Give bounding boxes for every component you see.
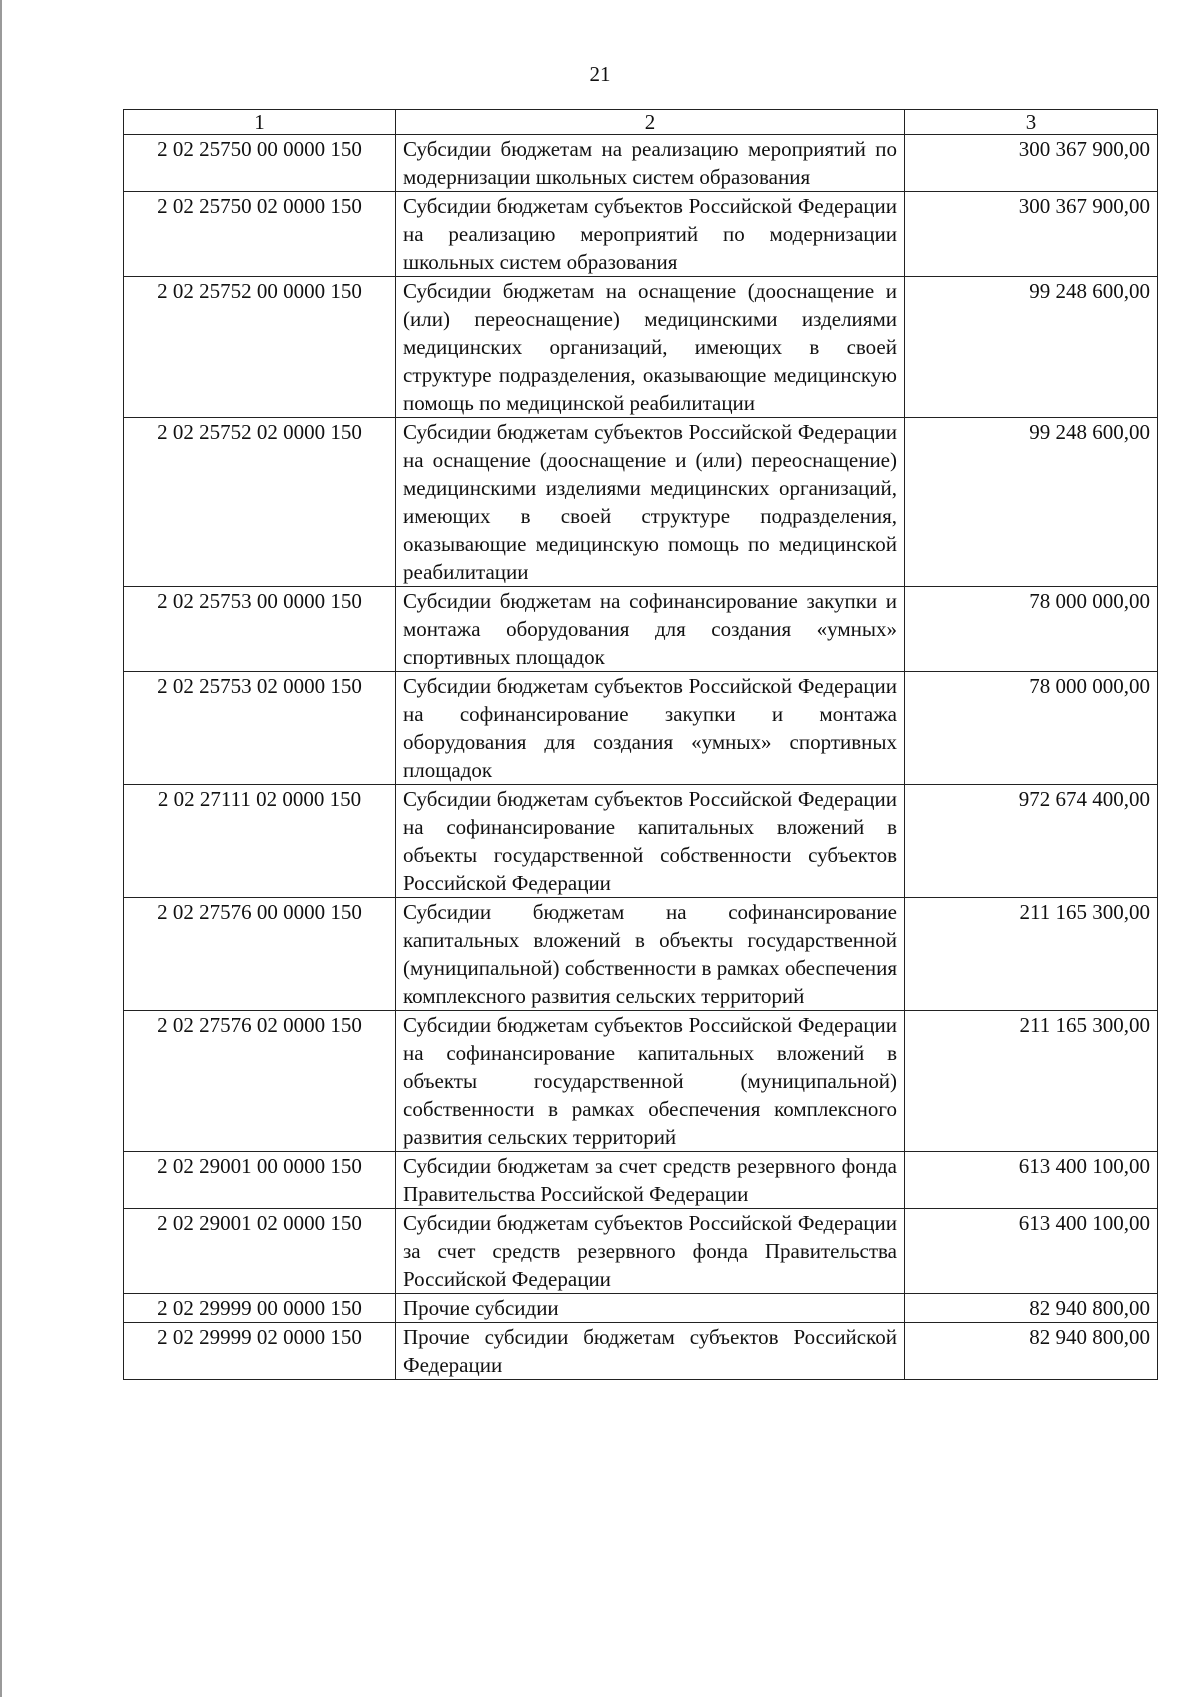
amount-cell: 78 000 000,00 [905,672,1158,785]
amount-cell: 300 367 900,00 [905,192,1158,277]
table-row [124,1011,1158,1152]
table-row [124,1209,1158,1294]
table-row [124,277,1158,418]
code-cell: 2 02 25752 00 0000 150 [124,277,396,418]
description-cell: Субсидии бюджетам за счет средств резервного фонда Правительства Российской Федерации [396,1152,905,1209]
column-header-description: 2 [396,110,905,135]
table-row [124,1323,1158,1380]
description-cell: Субсидии бюджетам на софинансирование закупки и монтажа оборудования для создания «умных» спортивных площадок [396,587,905,672]
code-cell: 2 02 27111 02 0000 150 [124,785,396,898]
code-cell: 2 02 29999 00 0000 150 [124,1294,396,1323]
amount-cell: 211 165 300,00 [905,1011,1158,1152]
table-row [124,192,1158,277]
table-row [124,898,1158,1011]
description-cell: Субсидии бюджетам субъектов Российской Федерации на софинансирование закупки и монтажа оборудования для создания «умных» спортивных площадок [396,672,905,785]
code-cell: 2 02 25753 00 0000 150 [124,587,396,672]
code-cell: 2 02 29001 02 0000 150 [124,1209,396,1294]
description-cell: Субсидии бюджетам на оснащение (дооснащение и (или) переоснащение) медицинскими изделиями медицинских организаций, имеющих в своей структуре подразделения, оказывающие медицинскую помощь по медицинской реабилитации [396,277,905,418]
table-body [124,135,1158,1380]
table-row [124,1152,1158,1209]
code-cell: 2 02 25750 00 0000 150 [124,135,396,192]
code-cell: 2 02 25750 02 0000 150 [124,192,396,277]
description-cell: Субсидии бюджетам субъектов Российской Федерации на реализацию мероприятий по модернизации школьных систем образования [396,192,905,277]
code-cell: 2 02 27576 02 0000 150 [124,1011,396,1152]
amount-cell: 82 940 800,00 [905,1294,1158,1323]
amount-cell: 972 674 400,00 [905,785,1158,898]
description-cell: Субсидии бюджетам субъектов Российской Федерации на оснащение (дооснащение и (или) переоснащение) медицинскими изделиями медицинских организаций, имеющих в своей структуре подразделения, оказывающие медицинскую помощь по медицинской реабилитации [396,418,905,587]
description-cell: Субсидии бюджетам субъектов Российской Федерации на софинансирование капитальных вложений в объекты государственной (муниципальной) собственности в рамках обеспечения комплексного развития сельских территорий [396,1011,905,1152]
table-row [124,672,1158,785]
code-cell: 2 02 25752 02 0000 150 [124,418,396,587]
description-cell: Субсидии бюджетам на реализацию мероприятий по модернизации школьных систем образования [396,135,905,192]
code-cell: 2 02 25753 02 0000 150 [124,672,396,785]
table-row [124,135,1158,192]
description-cell: Субсидии бюджетам на софинансирование капитальных вложений в объекты государственной (муниципальной) собственности в рамках обеспечения комплексного развития сельских территорий [396,898,905,1011]
amount-cell: 82 940 800,00 [905,1323,1158,1380]
code-cell: 2 02 29001 00 0000 150 [124,1152,396,1209]
budget-table [123,109,1158,1380]
page-number: 21 [589,62,611,86]
page-edge-shadow [0,0,2,1697]
table-row [124,785,1158,898]
column-header-amount: 3 [905,110,1158,135]
amount-cell: 99 248 600,00 [905,418,1158,587]
table-row [124,1294,1158,1323]
column-header-code: 1 [124,110,396,135]
description-cell: Прочие субсидии бюджетам субъектов Российской Федерации [396,1323,905,1380]
table-row [124,418,1158,587]
description-cell: Субсидии бюджетам субъектов Российской Федерации за счет средств резервного фонда Правительства Российской Федерации [396,1209,905,1294]
amount-cell: 300 367 900,00 [905,135,1158,192]
amount-cell: 211 165 300,00 [905,898,1158,1011]
code-cell: 2 02 29999 02 0000 150 [124,1323,396,1380]
description-cell: Субсидии бюджетам субъектов Российской Федерации на софинансирование капитальных вложений в объекты государственной собственности субъектов Российской Федерации [396,785,905,898]
amount-cell: 613 400 100,00 [905,1152,1158,1209]
amount-cell: 613 400 100,00 [905,1209,1158,1294]
amount-cell: 78 000 000,00 [905,587,1158,672]
description-cell: Прочие субсидии [396,1294,905,1323]
table-header-row [124,110,1158,135]
code-cell: 2 02 27576 00 0000 150 [124,898,396,1011]
amount-cell: 99 248 600,00 [905,277,1158,418]
table-row [124,587,1158,672]
